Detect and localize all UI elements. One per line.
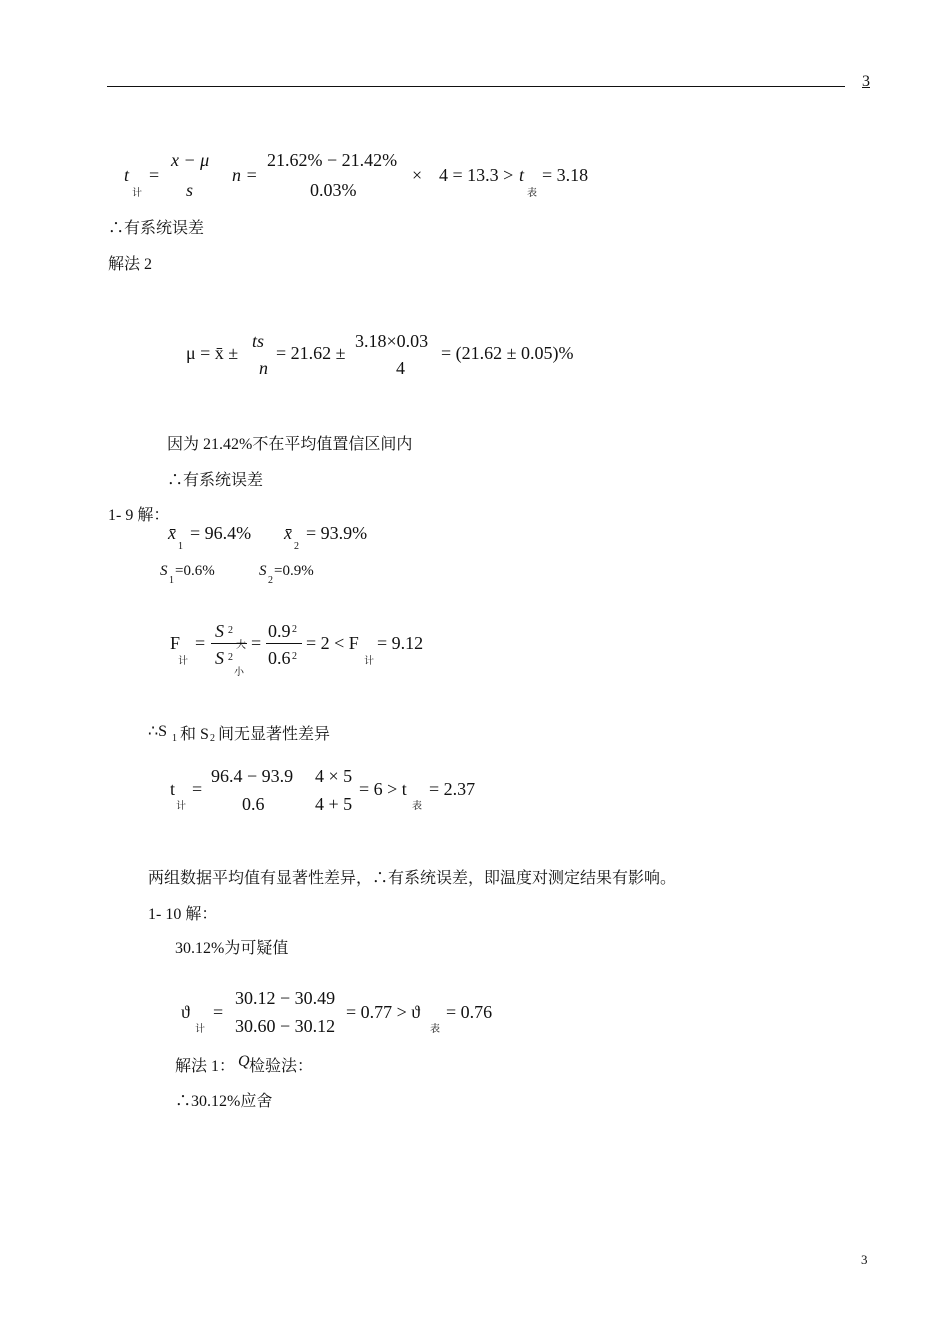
- text-conclusion: 两组数据平均值有显著性差异，∴有系统误差，即温度对测定结果有影响。: [148, 870, 677, 887]
- text-method-2: 解法 2: [108, 256, 153, 273]
- text-discard: ∴30.12%应舍: [175, 1093, 273, 1110]
- problem-1-10-heading: 1- 10 解：: [148, 906, 218, 923]
- problem-1-9-heading: 1- 9 解：: [108, 507, 170, 524]
- text-systematic-error-1: ∴有系统误差: [108, 220, 205, 237]
- text-suspect-value: 30.12%为可疑值: [175, 940, 289, 957]
- text-not-in-interval: 因为 21.42%不在平均值置信区间内: [167, 436, 413, 453]
- header-rule: [107, 86, 845, 87]
- header-page-number: 3: [862, 73, 870, 90]
- footer-page-number: 3: [861, 1252, 868, 1267]
- text-systematic-error-2: ∴有系统误差: [167, 472, 264, 489]
